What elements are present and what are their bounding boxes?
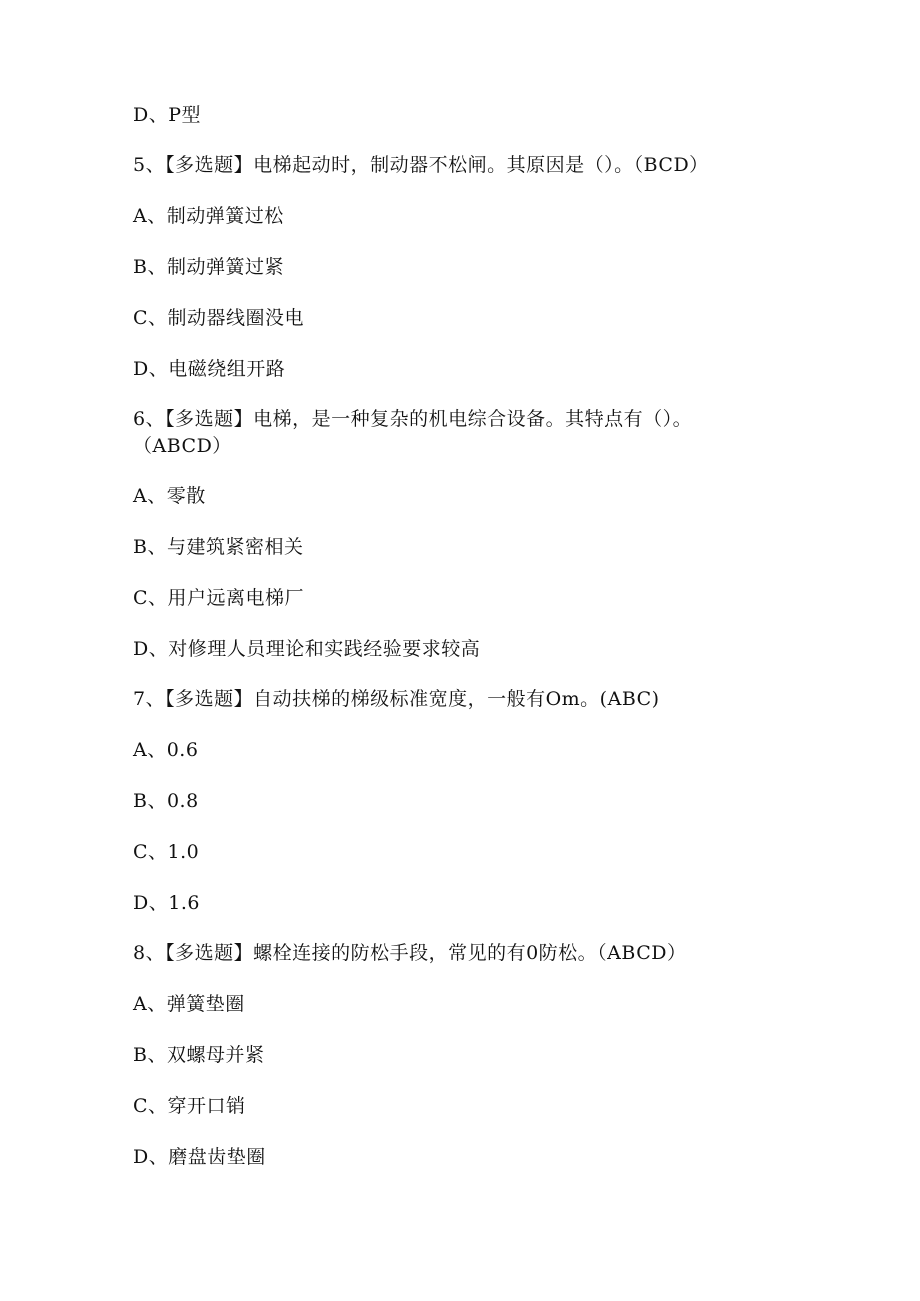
option-c-q6: C、用户远离电梯厂 <box>133 587 305 609</box>
option-c-q8: C、穿开口销 <box>133 1095 246 1117</box>
option-d-q4: D、P型 <box>133 104 202 126</box>
option-b-q5: B、制动弹簧过紧 <box>133 256 284 278</box>
option-c-q5: C、制动器线圈没电 <box>133 307 305 329</box>
option-a-q5: A、制动弹簧过松 <box>133 205 284 227</box>
option-d-q7: D、1.6 <box>133 892 200 914</box>
option-c-q7: C、1.0 <box>133 841 200 863</box>
question-6: 6、【多选题】电梯，是一种复杂的机电综合设备。其特点有（）。 <box>133 408 693 430</box>
option-b-q7: B、0.8 <box>133 790 199 812</box>
option-d-q8: D、磨盘齿垫圈 <box>133 1146 266 1168</box>
option-a-q6: A、零散 <box>133 485 206 507</box>
question-6-answer: （ABCD） <box>133 435 232 457</box>
option-a-q8: A、弹簧垫圈 <box>133 993 245 1015</box>
question-8: 8、【多选题】螺栓连接的防松手段，常见的有0防松。（ABCD） <box>133 942 687 964</box>
option-b-q8: B、双螺母并紧 <box>133 1044 265 1066</box>
question-5: 5、【多选题】电梯起动时，制动器不松闸。其原因是（）。（BCD） <box>133 154 709 176</box>
question-7: 7、【多选题】自动扶梯的梯级标准宽度，一般有Om。(ABC) <box>133 688 660 710</box>
option-d-q6: D、对修理人员理论和实践经验要求较高 <box>133 638 481 660</box>
option-b-q6: B、与建筑紧密相关 <box>133 536 304 558</box>
option-a-q7: A、0.6 <box>133 739 199 761</box>
option-d-q5: D、电磁绕组开路 <box>133 358 286 380</box>
